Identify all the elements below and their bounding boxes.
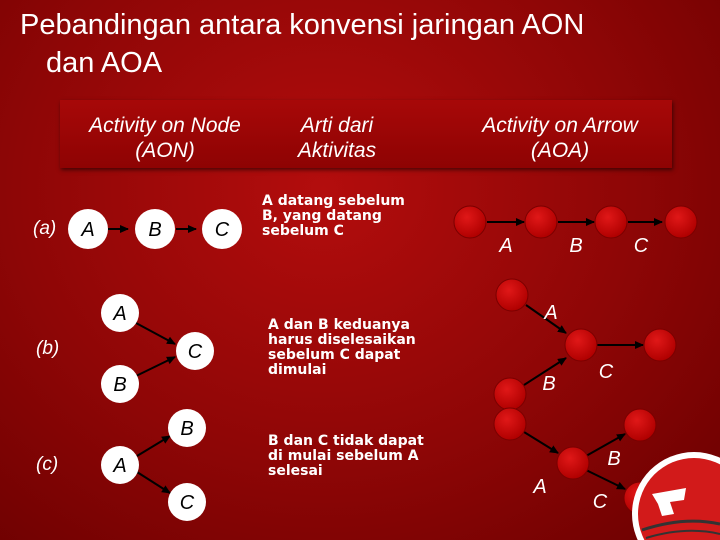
aon-a-node-c-label: C xyxy=(214,219,230,241)
aoa-a-label-c: C xyxy=(633,235,649,257)
aoa-b-label-b: B xyxy=(542,373,556,395)
aoa-c-label-c: C xyxy=(592,491,608,513)
aoa-a-label-a: A xyxy=(499,235,513,257)
aoa-a-label-b: B xyxy=(569,235,583,257)
aoa-c-event-3 xyxy=(624,409,656,441)
corner-logo xyxy=(624,444,720,540)
aon-a-node-b-label: B xyxy=(148,219,162,241)
row-a-description: A datang sebelum B, yang datang sebelum C xyxy=(262,193,405,239)
aoa-b-label-c: C xyxy=(598,361,614,383)
aoa-c-label-a: A xyxy=(533,476,547,498)
aon-b-arrow-bc xyxy=(136,357,175,376)
aon-b-node-a-label: A xyxy=(113,303,127,325)
aoa-a-event-1 xyxy=(454,206,486,238)
aoa-row-a xyxy=(454,206,697,257)
aoa-b-event-4 xyxy=(644,329,676,361)
aon-row-c xyxy=(101,409,206,521)
row-c-label: (c) xyxy=(36,454,59,475)
row-b-description: A dan B keduanya harus diselesaikan sebelum C dapat dimulai xyxy=(268,317,416,378)
aoa-a-event-4 xyxy=(665,206,697,238)
aoa-c-arrow-a xyxy=(524,432,558,453)
aoa-row-b xyxy=(494,279,676,410)
aon-b-node-c-label: C xyxy=(187,341,203,363)
aon-c-node-b-label: B xyxy=(180,418,194,440)
aon-b-node-b-label: B xyxy=(113,374,127,396)
aoa-c-event-1 xyxy=(494,408,526,440)
header-meaning: Arti dari Aktivitas xyxy=(297,114,377,162)
aoa-b-event-2 xyxy=(494,378,526,410)
aon-row-b xyxy=(101,294,214,403)
aoa-b-event-3 xyxy=(565,329,597,361)
row-b-label: (b) xyxy=(36,338,60,359)
aoa-c-event-2 xyxy=(557,447,589,479)
row-c-description: B dan C tidak dapat di mulai sebelum A selesai xyxy=(268,433,424,479)
row-a-label: (a) xyxy=(33,218,57,239)
header-aon: Activity on Node (AON) xyxy=(89,114,241,162)
aoa-c-label-b: B xyxy=(607,448,621,470)
slide-title-line1: Pebandingan antara konvensi jaringan AON xyxy=(20,9,585,41)
aon-c-arrow-ac xyxy=(137,472,170,493)
aon-c-node-c-label: C xyxy=(179,492,195,514)
aoa-b-event-1 xyxy=(496,279,528,311)
aon-row-a xyxy=(68,209,242,249)
aon-a-node-a-label: A xyxy=(81,219,95,241)
aon-c-arrow-ab xyxy=(137,436,170,456)
aoa-c-arrow-c xyxy=(586,470,625,489)
aoa-a-event-2 xyxy=(525,206,557,238)
aoa-a-event-3 xyxy=(595,206,627,238)
aon-b-arrow-ac xyxy=(136,323,175,344)
slide-title-line2: dan AOA xyxy=(46,47,163,79)
aon-c-node-a-label: A xyxy=(113,455,127,477)
aoa-b-label-a: A xyxy=(544,302,558,324)
header-aoa: Activity on Arrow (AOA) xyxy=(482,114,638,162)
